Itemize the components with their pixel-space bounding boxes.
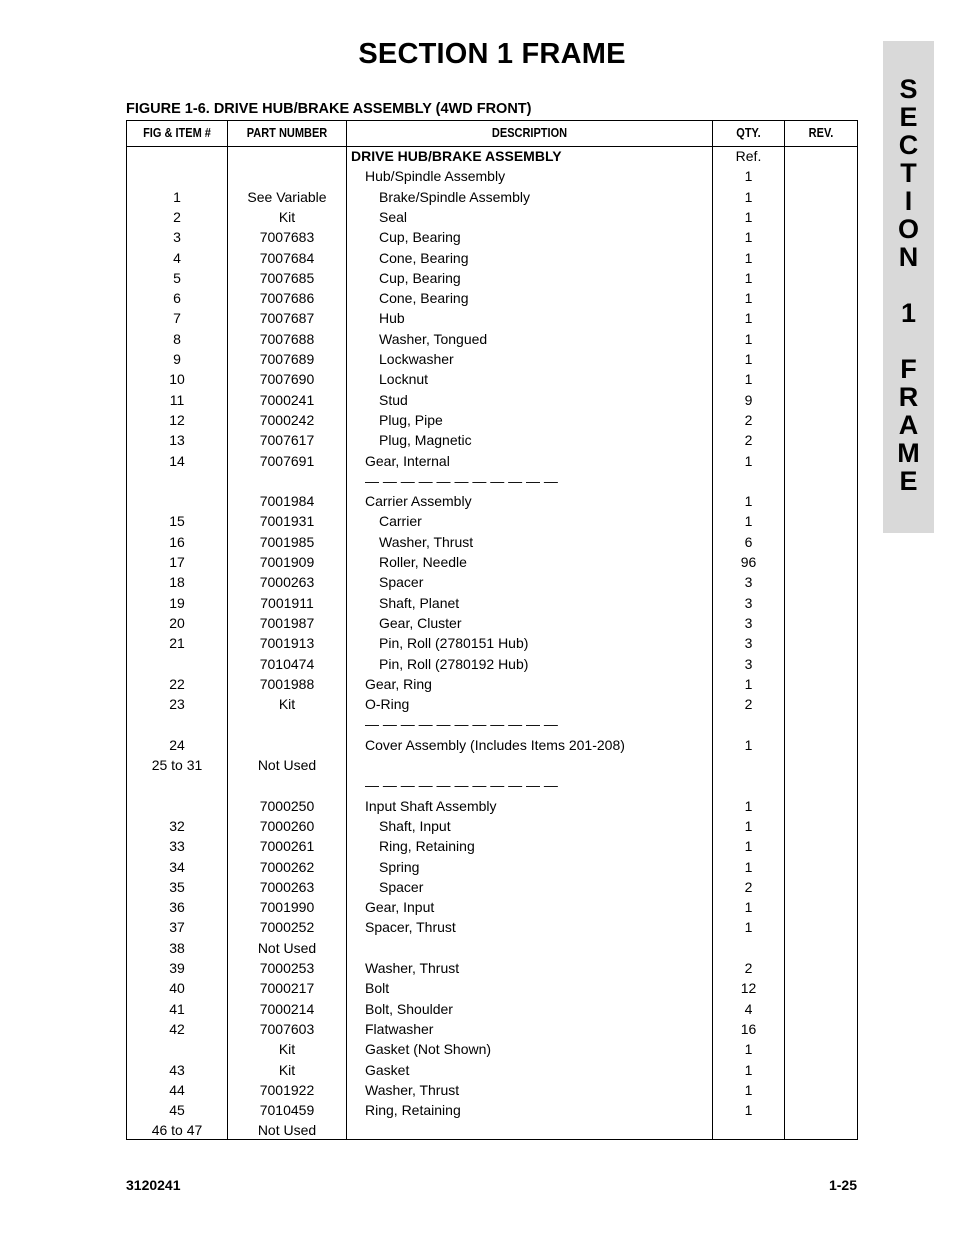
part-number-cell: 7007603 [259, 1020, 315, 1037]
qty-cell: 1 [744, 1041, 753, 1058]
header-item: FIG & ITEM # [143, 126, 211, 140]
item-cell: 10 [169, 371, 185, 388]
description-cell: Hub [379, 310, 405, 327]
item-cell: 7 [173, 310, 181, 327]
table-row [127, 593, 857, 613]
qty-cell: 3 [744, 635, 753, 652]
description-cell: O-Ring [365, 696, 410, 713]
tab-letter: 1 [900, 298, 917, 328]
item-cell: 36 [169, 899, 185, 916]
table-row [127, 917, 857, 937]
description-cell: Gasket [365, 1061, 410, 1078]
table-row [127, 735, 857, 755]
description-cell: Ring, Retaining [365, 1102, 461, 1119]
part-number-cell: 7007683 [259, 229, 315, 246]
part-number-cell: Not Used [257, 1122, 317, 1139]
qty-cell: 1 [744, 452, 753, 469]
description-cell: Cone, Bearing [379, 249, 469, 266]
table-row [127, 288, 857, 308]
description-cell: — — — — — — — — — — — [365, 716, 558, 733]
item-cell: 38 [169, 939, 185, 956]
table-row [127, 207, 857, 227]
table-row [127, 369, 857, 389]
description-cell: Pin, Roll (2780192 Hub) [379, 655, 529, 672]
description-cell: Plug, Pipe [379, 411, 443, 428]
tab-letter: F [900, 354, 917, 384]
qty-cell: 1 [744, 838, 753, 855]
description-cell: Bolt, Shoulder [365, 1000, 453, 1017]
item-cell: 44 [169, 1081, 185, 1098]
qty-cell: 3 [744, 574, 753, 591]
tab-letter: S [899, 74, 918, 104]
qty-cell: 1 [744, 330, 753, 347]
tab-letter: N [898, 242, 919, 272]
item-cell: 20 [169, 614, 185, 631]
table-row [127, 329, 857, 349]
description-cell: Washer, Tongued [379, 330, 488, 347]
parts-table [126, 120, 858, 1140]
part-number-cell: 7007684 [259, 249, 315, 266]
description-cell: Cup, Bearing [379, 229, 461, 246]
table-row [127, 674, 857, 694]
table-row [127, 613, 857, 633]
qty-cell: 1 [744, 351, 753, 367]
description-cell: Spacer [379, 878, 424, 895]
qty-cell: 1 [744, 269, 753, 286]
qty-cell: 3 [744, 655, 753, 672]
item-cell: 22 [169, 675, 185, 692]
description-cell: Cup, Bearing [379, 269, 461, 286]
table-row [127, 714, 857, 734]
table-row [127, 572, 857, 592]
item-cell: 25 to 31 [151, 757, 203, 773]
qty-cell: 1 [744, 493, 753, 510]
item-cell: 8 [173, 330, 181, 347]
tab-letter: R [898, 382, 919, 412]
table-row [127, 552, 857, 572]
item-cell: 17 [169, 554, 185, 570]
item-cell: 19 [169, 594, 185, 611]
description-cell: Washer, Thrust [379, 533, 474, 550]
item-cell: 24 [169, 736, 185, 753]
header-rev: REV. [808, 126, 834, 140]
tab-letter: M [897, 438, 920, 468]
description-cell: Locknut [379, 371, 429, 388]
part-number-cell: 7007691 [259, 452, 315, 469]
table-row [127, 836, 857, 856]
part-number-cell: 7007688 [259, 330, 315, 347]
item-cell: 14 [169, 452, 185, 469]
table-row [127, 1019, 857, 1039]
doc-number: 3120241 [126, 1177, 181, 1193]
qty-cell: 1 [744, 1081, 753, 1098]
tab-letter: T [900, 158, 917, 188]
figure-title: FIGURE 1-6. DRIVE HUB/BRAKE ASSEMBLY (4WD FRONT) [126, 101, 532, 117]
table-row [127, 857, 857, 877]
qty-cell: 6 [744, 533, 753, 550]
description-cell: Gear, Cluster [379, 614, 462, 631]
item-cell: 32 [169, 817, 185, 834]
tab-letter: E [899, 102, 918, 132]
part-number-cell: 7007689 [259, 351, 315, 367]
description-cell: Shaft, Input [379, 817, 451, 834]
table-row [127, 1039, 857, 1059]
item-cell: 37 [169, 919, 185, 936]
item-cell: 45 [169, 1102, 185, 1119]
part-number-cell: 7007686 [259, 290, 315, 307]
part-number-cell: 7000217 [259, 980, 315, 997]
header-qty: QTY. [736, 126, 761, 140]
description-cell: DRIVE HUB/BRAKE ASSEMBLY [351, 148, 562, 164]
table-row [127, 1080, 857, 1100]
qty-cell: Ref. [735, 148, 762, 164]
part-number-cell: 7010474 [259, 655, 315, 672]
table-row [127, 430, 857, 450]
item-cell: 6 [173, 290, 181, 307]
item-cell: 34 [169, 858, 185, 875]
table-row [127, 1120, 857, 1140]
part-number-cell: 7001990 [259, 899, 315, 916]
description-cell: Shaft, Planet [379, 594, 460, 611]
tab-letter: E [899, 466, 918, 496]
part-number-cell: 7007690 [259, 371, 315, 388]
item-cell: 4 [173, 249, 181, 266]
description-cell: Roller, Needle [379, 554, 467, 570]
description-cell: Gear, Internal [365, 452, 450, 469]
qty-cell: 1 [744, 675, 753, 692]
part-number-cell: Not Used [257, 757, 317, 773]
part-number-cell: 7007687 [259, 310, 315, 327]
description-cell: Washer, Thrust [365, 1081, 460, 1098]
table-row [127, 958, 857, 978]
table-row [127, 471, 857, 491]
tab-letter: O [897, 214, 919, 244]
header-part-number: PART NUMBER [246, 126, 328, 140]
section-tab [883, 41, 934, 533]
qty-cell: 2 [744, 960, 753, 976]
table-row [127, 694, 857, 714]
item-cell: 16 [169, 533, 185, 550]
description-cell: Cone, Bearing [379, 290, 469, 307]
description-cell: Plug, Magnetic [379, 432, 472, 449]
qty-cell: 96 [740, 554, 757, 570]
qty-cell: 12 [740, 980, 757, 997]
part-number-cell: 7001931 [259, 513, 315, 530]
part-number-cell: 7000241 [259, 391, 315, 408]
description-cell: Brake/Spindle Assembly [379, 188, 530, 205]
table-row [127, 633, 857, 653]
part-number-cell: Kit [278, 1041, 296, 1058]
part-number-cell: Kit [278, 1061, 296, 1078]
tab-letter: A [898, 410, 919, 440]
part-number-cell: 7000263 [259, 878, 315, 895]
qty-cell: 1 [744, 797, 753, 814]
qty-cell: 2 [744, 878, 753, 895]
qty-cell: 1 [744, 290, 753, 307]
part-number-cell: 7000214 [259, 1000, 315, 1017]
item-cell: 21 [169, 635, 185, 652]
qty-cell: 3 [744, 594, 753, 611]
item-cell: 3 [173, 229, 181, 246]
description-cell: Spacer, Thrust [365, 919, 456, 936]
part-number-cell: 7007685 [259, 269, 315, 286]
table-row [127, 491, 857, 511]
description-cell: Pin, Roll (2780151 Hub) [379, 635, 529, 652]
qty-cell: 2 [744, 696, 753, 713]
description-cell: — — — — — — — — — — — [365, 777, 558, 794]
table-row [127, 654, 857, 674]
part-number-cell: 7001988 [259, 675, 315, 692]
tab-letter: I [904, 186, 913, 216]
qty-cell: 1 [744, 188, 753, 205]
part-number-cell: 7000253 [259, 960, 315, 976]
table-row [127, 999, 857, 1019]
table-row [127, 938, 857, 958]
item-cell: 1 [173, 188, 181, 205]
table-row [127, 1060, 857, 1080]
part-number-cell: 7001987 [259, 614, 315, 631]
part-number-cell: 7000261 [259, 838, 315, 855]
part-number-cell: 7007617 [259, 432, 315, 449]
qty-cell: 1 [744, 513, 753, 530]
part-number-cell: 7001909 [259, 554, 315, 570]
description-cell: Carrier [379, 513, 422, 530]
qty-cell: 1 [744, 899, 753, 916]
table-row [127, 532, 857, 552]
part-number-cell: Not Used [257, 939, 317, 956]
part-number-cell: 7000260 [259, 817, 315, 834]
description-cell: Seal [379, 208, 408, 225]
qty-cell: 1 [744, 229, 753, 246]
table-row [127, 166, 857, 186]
item-cell: 11 [169, 391, 185, 408]
description-cell: Washer, Thrust [365, 960, 460, 976]
item-cell: 23 [169, 696, 185, 713]
table-row [127, 1100, 857, 1120]
description-cell: Spacer [379, 574, 424, 591]
qty-cell: 1 [744, 168, 753, 185]
description-cell: Input Shaft Assembly [365, 797, 497, 814]
page-number: 1-25 [828, 1177, 857, 1193]
part-number-cell: 7000242 [259, 411, 315, 428]
part-number-cell: 7001984 [259, 493, 315, 510]
part-number-cell: Kit [278, 208, 296, 225]
qty-cell: 1 [744, 208, 753, 225]
qty-cell: 16 [740, 1020, 757, 1037]
qty-cell: 1 [744, 817, 753, 834]
description-cell: Gear, Input [365, 899, 435, 916]
description-cell: Flatwasher [365, 1020, 434, 1037]
item-cell: 18 [169, 574, 185, 591]
tab-letter: C [898, 130, 919, 160]
qty-cell: 1 [744, 1061, 753, 1078]
qty-cell: 1 [744, 1102, 753, 1119]
item-cell: 39 [169, 960, 185, 976]
qty-cell: 1 [744, 858, 753, 875]
qty-cell: 4 [744, 1000, 753, 1017]
table-row [127, 978, 857, 998]
part-number-cell: 7001922 [259, 1081, 315, 1098]
part-number-cell: 7000252 [259, 919, 315, 936]
part-number-cell: 7000262 [259, 858, 315, 875]
description-cell: Cover Assembly (Includes Items 201-208) [365, 736, 625, 753]
table-row [127, 187, 857, 207]
item-cell: 5 [173, 269, 181, 286]
description-cell: Bolt [365, 980, 390, 997]
qty-cell: 2 [744, 432, 753, 449]
description-cell: Hub/Spindle Assembly [365, 168, 506, 185]
item-cell: 9 [173, 351, 181, 367]
qty-cell: 1 [744, 249, 753, 266]
qty-cell: 1 [744, 919, 753, 936]
part-number-cell: 7001985 [259, 533, 315, 550]
part-number-cell: See Variable [247, 188, 327, 205]
item-cell: 12 [169, 411, 185, 428]
part-number-cell: 7001913 [259, 635, 315, 652]
qty-cell: 2 [744, 411, 753, 428]
table-row [127, 308, 857, 328]
item-cell: 40 [169, 980, 185, 997]
item-cell: 42 [169, 1020, 185, 1037]
header-description: DESCRIPTION [491, 126, 568, 140]
qty-cell: 3 [744, 614, 753, 631]
table-row [127, 268, 857, 288]
table-row [127, 511, 857, 531]
table-row [127, 897, 857, 917]
description-cell: Ring, Retaining [379, 838, 475, 855]
item-cell: 13 [169, 432, 185, 449]
table-row [127, 796, 857, 816]
table-row [127, 775, 857, 795]
table-row [127, 410, 857, 430]
item-cell: 35 [169, 878, 185, 895]
table-row [127, 248, 857, 268]
page-title: SECTION 1 FRAME [358, 38, 626, 70]
part-number-cell: 7000250 [259, 797, 315, 814]
item-cell: 41 [169, 1000, 185, 1017]
description-cell: Spring [379, 858, 420, 875]
part-number-cell: Kit [278, 696, 296, 713]
description-cell: Gasket (Not Shown) [365, 1041, 492, 1058]
table-row [127, 349, 857, 369]
qty-cell: 1 [744, 736, 753, 753]
table-row [127, 390, 857, 410]
table-row [127, 227, 857, 247]
item-cell: 15 [169, 513, 185, 530]
description-cell: Stud [379, 391, 408, 408]
part-number-cell: 7010459 [259, 1102, 315, 1119]
description-cell: Lockwasher [379, 351, 454, 367]
description-cell: Carrier Assembly [365, 493, 472, 510]
description-cell: — — — — — — — — — — — [365, 472, 558, 489]
qty-cell: 9 [744, 391, 753, 408]
part-number-cell: 7000263 [259, 574, 315, 591]
qty-cell: 1 [744, 371, 753, 388]
table-row [127, 146, 857, 166]
item-cell: 43 [169, 1061, 185, 1078]
description-cell: Gear, Ring [365, 675, 432, 692]
table-row [127, 877, 857, 897]
item-cell: 46 to 47 [151, 1122, 203, 1139]
table-row [127, 755, 857, 775]
qty-cell: 1 [744, 310, 753, 327]
part-number-cell: 7001911 [260, 594, 314, 611]
item-cell: 2 [173, 208, 181, 225]
item-cell: 33 [169, 838, 185, 855]
table-row [127, 451, 857, 471]
table-row [127, 816, 857, 836]
